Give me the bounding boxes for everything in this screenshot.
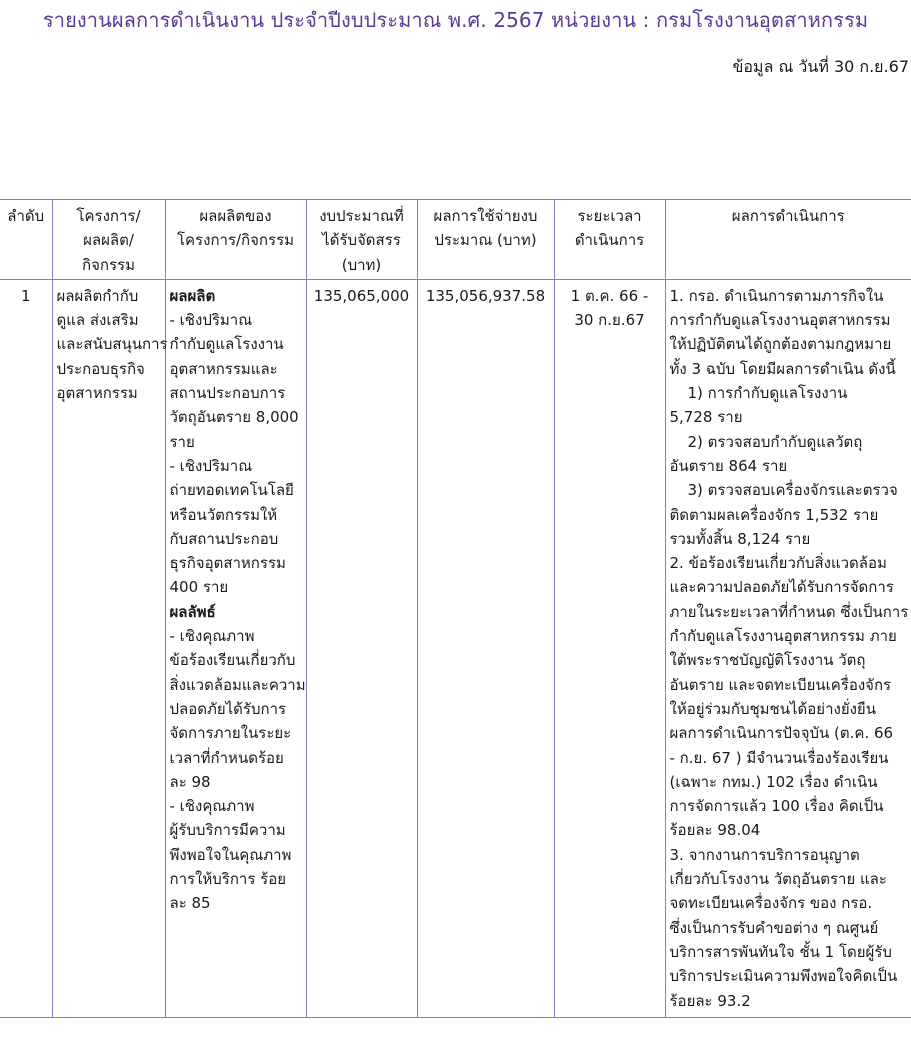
header-line: ผลผลิต/ xyxy=(83,231,134,250)
cell-line: กำกับดูแลโรงงานอุตสาหกรรม ภาย xyxy=(669,627,897,646)
cell-line: ถ่ายทอดเทคโนโลยี xyxy=(169,481,294,500)
cell-outputs xyxy=(165,279,306,1017)
cell-line: การจัดการแล้ว 100 เรื่อง คิดเป็น xyxy=(669,797,884,816)
cell-line: ติดตามผลเครื่องจักร 1,532 ราย xyxy=(669,505,879,524)
cell-line: สิ่งแวดล้อมและความ xyxy=(169,675,306,694)
header-spent xyxy=(417,200,554,280)
cell-line: 5,728 ราย xyxy=(669,408,743,427)
cell-line: 2. ข้อร้องเรียนเกี่ยวกับสิ่งแวดล้อม xyxy=(669,554,887,573)
cell-line: - เชิงปริมาณ xyxy=(169,311,253,330)
header-line: ผลการใช้จ่ายงบ xyxy=(433,207,538,225)
cell-line: 2) ตรวจสอบกำกับดูแลวัตถุ xyxy=(687,432,863,451)
header-results xyxy=(665,200,911,280)
cell-line: อุตสาหกรรม xyxy=(56,384,138,403)
cell-line: จัดการภายในระยะ xyxy=(169,724,292,743)
header-line: ประมาณ (บาท) xyxy=(434,231,537,250)
header-line: ลำดับ xyxy=(7,207,45,225)
cell-line: เกี่ยวกับโรงงาน วัตถุอันตราย และ xyxy=(669,870,887,889)
cell-line: ร้อยละ 98.04 xyxy=(669,821,761,840)
cell-line: บริการประเมินความพึงพอใจคิดเป็น xyxy=(669,967,898,986)
report-title: รายงานผลการดำเนินงาน ประจำปีงบประมาณ พ.ศ. 2567 หน่วยงาน : กรมโรงงานอุตสาหกรรม xyxy=(42,8,869,32)
cell-line: และความปลอดภัยได้รับการจัดการ xyxy=(669,578,894,597)
cell-line: ละ 85 xyxy=(169,894,211,913)
cell-line: ปลอดภัยได้รับการ xyxy=(169,699,287,718)
header-line: ดำเนินการ xyxy=(574,231,645,250)
cell-line: (เฉพาะ กทม.) 102 เรื่อง ดำเนิน xyxy=(669,772,878,791)
header-line: ผลการดำเนินการ xyxy=(731,207,845,225)
cell-line: และสนับสนุนการ xyxy=(56,335,168,354)
cell-line: ธุรกิจอุตสาหกรรม xyxy=(169,554,286,573)
cell-line: ภายในระยะเวลาที่กำหนด ซึ่งเป็นการ xyxy=(669,602,909,621)
cell-line: การกำกับดูแลโรงงานอุตสาหกรรม xyxy=(669,311,891,330)
cell-line: 3) ตรวจสอบเครื่องจักรและตรวจ xyxy=(687,481,898,500)
cell-line: 3. จากงานการบริการอนุญาต xyxy=(669,845,860,864)
cell-line: อันตราย 864 ราย xyxy=(669,456,788,475)
cell-line: ผลผลิตกำกับ xyxy=(56,286,139,305)
cell-no: 1 xyxy=(0,279,52,1017)
cell-period xyxy=(554,279,665,1017)
table-row xyxy=(0,279,911,1017)
cell-line: อันตราย และจดทะเบียนเครื่องจักร xyxy=(669,675,892,694)
header-line: โครงการ/กิจกรรม xyxy=(176,231,295,250)
cell-line: 1 ต.ค. 66 - xyxy=(570,286,649,305)
header-period xyxy=(554,200,665,280)
header-line: งบประมาณที่ xyxy=(319,207,404,225)
cell-results xyxy=(665,279,911,1017)
cell-line: ดูแล ส่งเสริม xyxy=(56,311,139,330)
report-table xyxy=(0,199,911,1018)
cell-line: รวมทั้งสิ้น 8,124 ราย xyxy=(669,529,811,548)
cell-line: 1) การกำกับดูแลโรงงาน xyxy=(687,384,848,403)
cell-line: ผลลัพธ์ xyxy=(169,602,216,621)
cell-spent: 135,056,937.58 xyxy=(417,279,554,1017)
cell-line: ละ 98 xyxy=(169,772,211,791)
cell-line: อุตสาหกรรมและ xyxy=(169,359,278,378)
cell-line: พึงพอใจในคุณภาพ xyxy=(169,845,292,864)
cell-line: เวลาที่กำหนดร้อย xyxy=(169,748,284,767)
cell-line: การให้บริการ ร้อย xyxy=(169,870,287,889)
header-line: ผลผลิตของ xyxy=(199,207,272,225)
cell-line: หรือนวัตกรรมให้ xyxy=(169,505,278,524)
cell-line: ราย xyxy=(169,432,195,451)
cell-line: 400 ราย xyxy=(169,578,229,597)
cell-line: 1. กรอ. ดำเนินการตามภารกิจใน xyxy=(669,286,884,305)
cell-line: ให้ปฏิบัติตนได้ถูกต้องตามกฎหมาย xyxy=(669,335,892,354)
cell-line: ซึ่งเป็นการรับคำขอต่าง ๆ ณศูนย์ xyxy=(669,918,879,937)
cell-line: ผู้รับบริการมีความ xyxy=(169,821,286,840)
cell-line: กับสถานประกอบ xyxy=(169,529,279,548)
cell-line: - เชิงปริมาณ xyxy=(169,456,253,475)
cell-budget: 135,065,000 xyxy=(306,279,417,1017)
cell-line: ผลการดำเนินการปัจจุบัน (ต.ค. 66 xyxy=(669,724,894,743)
cell-line: - เชิงคุณภาพ xyxy=(169,797,255,816)
cell-line: 30 ก.ย.67 xyxy=(574,311,645,330)
header-line: ระยะเวลา xyxy=(577,207,642,225)
cell-line: ใต้พระราชบัญญัติโรงงาน วัตถุ xyxy=(669,651,866,670)
as-of-date: ข้อมูล ณ วันที่ 30 ก.ย.67 xyxy=(732,57,909,76)
header-line: ได้รับจัดสรร xyxy=(322,231,401,250)
table-header-row xyxy=(0,200,911,280)
header-budget xyxy=(306,200,417,280)
cell-line: กำกับดูแลโรงงาน xyxy=(169,335,284,354)
cell-line: สถานประกอบการ xyxy=(169,384,286,403)
cell-line: บริการสารพันทันใจ ชั้น 1 โดยผู้รับ xyxy=(669,942,892,961)
header-outputs xyxy=(165,200,306,280)
cell-line: ผลผลิต xyxy=(169,286,216,305)
header-line: (บาท) xyxy=(341,255,382,274)
cell-line: จดทะเบียนเครื่องจักร ของ กรอ. xyxy=(669,894,873,913)
cell-line: ร้อยละ 93.2 xyxy=(669,991,751,1010)
header-no xyxy=(0,200,52,280)
header-line: กิจกรรม xyxy=(82,255,135,274)
header-project xyxy=(52,200,165,280)
cell-line: ให้อยู่ร่วมกับชุมชนได้อย่างยั่งยืน xyxy=(669,699,876,718)
cell-line: ทั้ง 3 ฉบับ โดยมีผลการดำเนิน ดังนี้ xyxy=(669,359,896,378)
cell-line: - ก.ย. 67 ) มีจำนวนเรื่องร้องเรียน xyxy=(669,748,889,767)
cell-line: ข้อร้องเรียนเกี่ยวกับ xyxy=(169,651,296,670)
cell-line: วัตถุอันตราย 8,000 xyxy=(169,408,299,427)
cell-line: - เชิงคุณภาพ xyxy=(169,627,255,646)
header-line: โครงการ/ xyxy=(76,207,141,225)
cell-project xyxy=(52,279,168,1017)
cell-line: ประกอบธุรกิจ xyxy=(56,359,145,378)
